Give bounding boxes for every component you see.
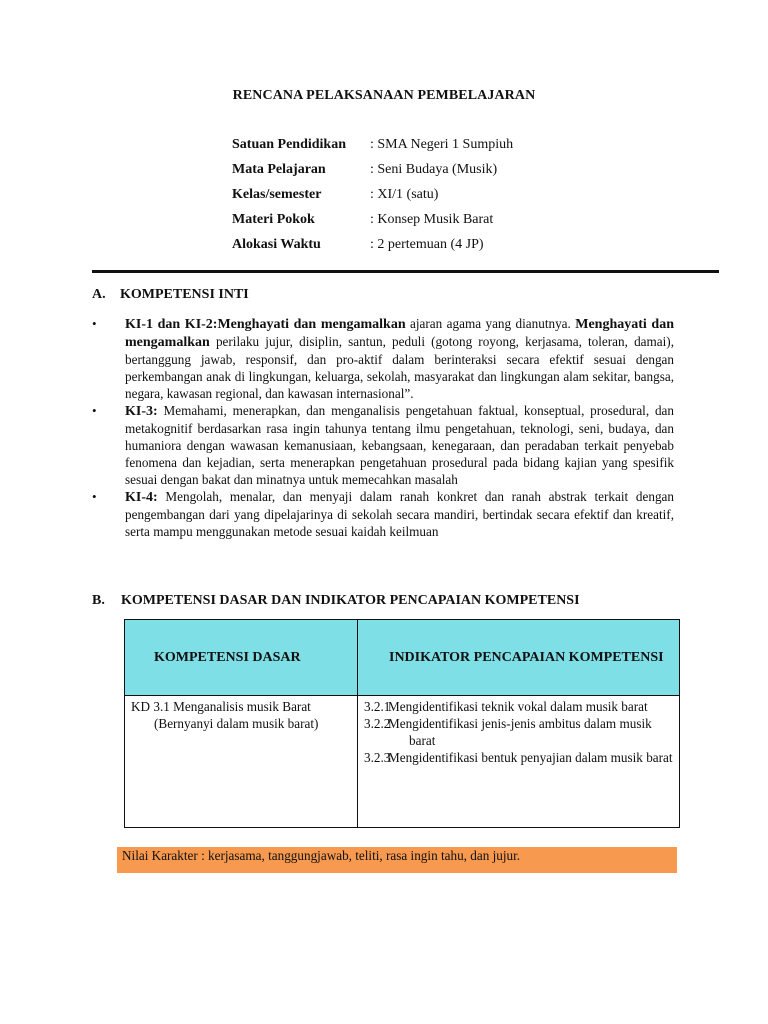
- indicator-text: Mengidentifikasi bentuk penyajian dalam musik barat: [388, 750, 673, 765]
- table-cell-indicators: [358, 696, 680, 828]
- meta-key: Mata Pelajaran: [232, 162, 326, 177]
- bullet-icon: •: [92, 316, 97, 331]
- meta-value: : 2 pertemuan (4 JP): [370, 237, 484, 252]
- indicator-number: 3.2.2: [364, 716, 391, 731]
- meta-key: Kelas/semester: [232, 187, 322, 202]
- nilai-karakter-text: Nilai Karakter : kerjasama, tanggungjawab, teliti, rasa ingin tahu, dan jujur.: [122, 848, 521, 863]
- nilai-karakter-box: [117, 847, 677, 873]
- meta-value: : SMA Negeri 1 Sumpiuh: [370, 137, 514, 152]
- indicator-text: Mengidentifikasi jenis-jenis ambitus dalam musik barat: [388, 716, 652, 748]
- indicator-number: 3.2.3: [364, 750, 391, 765]
- meta-key: Satuan Pendidikan: [232, 137, 346, 152]
- bullet-icon: •: [92, 403, 97, 418]
- horizontal-divider: [92, 270, 719, 273]
- meta-row-materi: [232, 210, 513, 235]
- page-title: RENCANA PELAKSANAAN PEMBELAJARAN: [232, 88, 536, 103]
- list-item: [92, 402, 674, 488]
- meta-value: : XI/1 (satu): [370, 187, 439, 202]
- ki-label: KI-4:: [125, 490, 158, 505]
- meta-row-alokasi: [232, 235, 513, 260]
- section-title: KOMPETENSI DASAR DAN INDIKATOR PENCAPAIAN KOMPETENSI: [121, 593, 580, 608]
- table-cell-kd: [125, 696, 358, 828]
- section-number: B.: [92, 593, 105, 608]
- section-title: KOMPETENSI INTI: [120, 287, 249, 302]
- meta-row-mapel: [232, 160, 513, 185]
- table-header-row: [125, 620, 680, 696]
- ki-text: Memahami, menerapkan, dan menganalisis pengetahuan faktual, konseptual, prosedural, dan metakognitif berdasarkan rasa ingin tahunya tentang ilmu pengetahuan, teknologi, seni, budaya, dan humaniora dengan wawasan kemanusiaan, kebangsaan, kenegaraan, dan peradaban terkait penyebab fenomena dan kejadian, serta menerapkan pengetahuan prosedural pada bidang kajian yang spesifik sesuai dengan bakat dan minatnya untuk memecahkan masalah: [125, 403, 674, 487]
- meta-row-satuan: [232, 135, 513, 160]
- meta-value: : Seni Budaya (Musik): [370, 162, 498, 177]
- section-b-heading: [92, 593, 580, 609]
- meta-row-kelas: [232, 185, 513, 210]
- kompetensi-inti-list: [92, 315, 674, 540]
- section-a-heading: [92, 287, 249, 303]
- kd-text: KD 3.1 Menganalisis musik Barat (Bernyanyi dalam musik barat): [131, 699, 319, 731]
- ki-text: perilaku jujur, disiplin, santun, peduli (gotong royong, kerjasama, toleran, damai), bertanggung jawab, responsif, dan pro-aktif dalam berinteraksi secara efektif sesuai dengan perkembangan anak di lingkungan, keluarga, sekolah, masyarakat dan lingkungan alam sekitar, bangsa, negara, kawasan regional, dan kawasan internasional”.: [125, 334, 674, 401]
- indicator-number: 3.2.1: [364, 699, 391, 714]
- column-header: KOMPETENSI DASAR: [125, 620, 358, 696]
- list-item: [92, 315, 674, 402]
- meta-key: Materi Pokok: [232, 212, 315, 227]
- indicator-item: [364, 749, 673, 766]
- section-number: A.: [92, 287, 106, 302]
- ki-label: KI-1 dan KI-2:Menghayati dan mengamalkan: [125, 317, 406, 332]
- ki-text: ajaran agama yang dianutnya.: [405, 316, 576, 331]
- kompetensi-table: [124, 619, 680, 828]
- document-meta: [232, 135, 513, 260]
- ki-text: Mengolah, menalar, dan menyaji dalam ranah konkret dan ranah abstrak terkait dengan pengembangan dari yang dipelajarinya di sekolah secara mandiri, bertindak secara efektif dan kreatif, serta mampu menggunakan metode sesuai kaidah keilmuan: [125, 489, 674, 539]
- ki-label: KI-3:: [125, 404, 158, 419]
- list-item: [92, 488, 674, 540]
- table-row: [125, 696, 680, 828]
- indicator-text: Mengidentifikasi teknik vokal dalam musik barat: [388, 699, 648, 714]
- meta-value: : Konsep Musik Barat: [370, 212, 494, 227]
- indicator-item: [364, 698, 673, 715]
- meta-key: Alokasi Waktu: [232, 237, 321, 252]
- ki-bold-phrase: Menghayati dan mengamalkan: [125, 317, 674, 350]
- bullet-icon: •: [92, 489, 97, 504]
- indicator-item: [364, 715, 673, 749]
- column-header: INDIKATOR PENCAPAIAN KOMPETENSI: [358, 620, 680, 696]
